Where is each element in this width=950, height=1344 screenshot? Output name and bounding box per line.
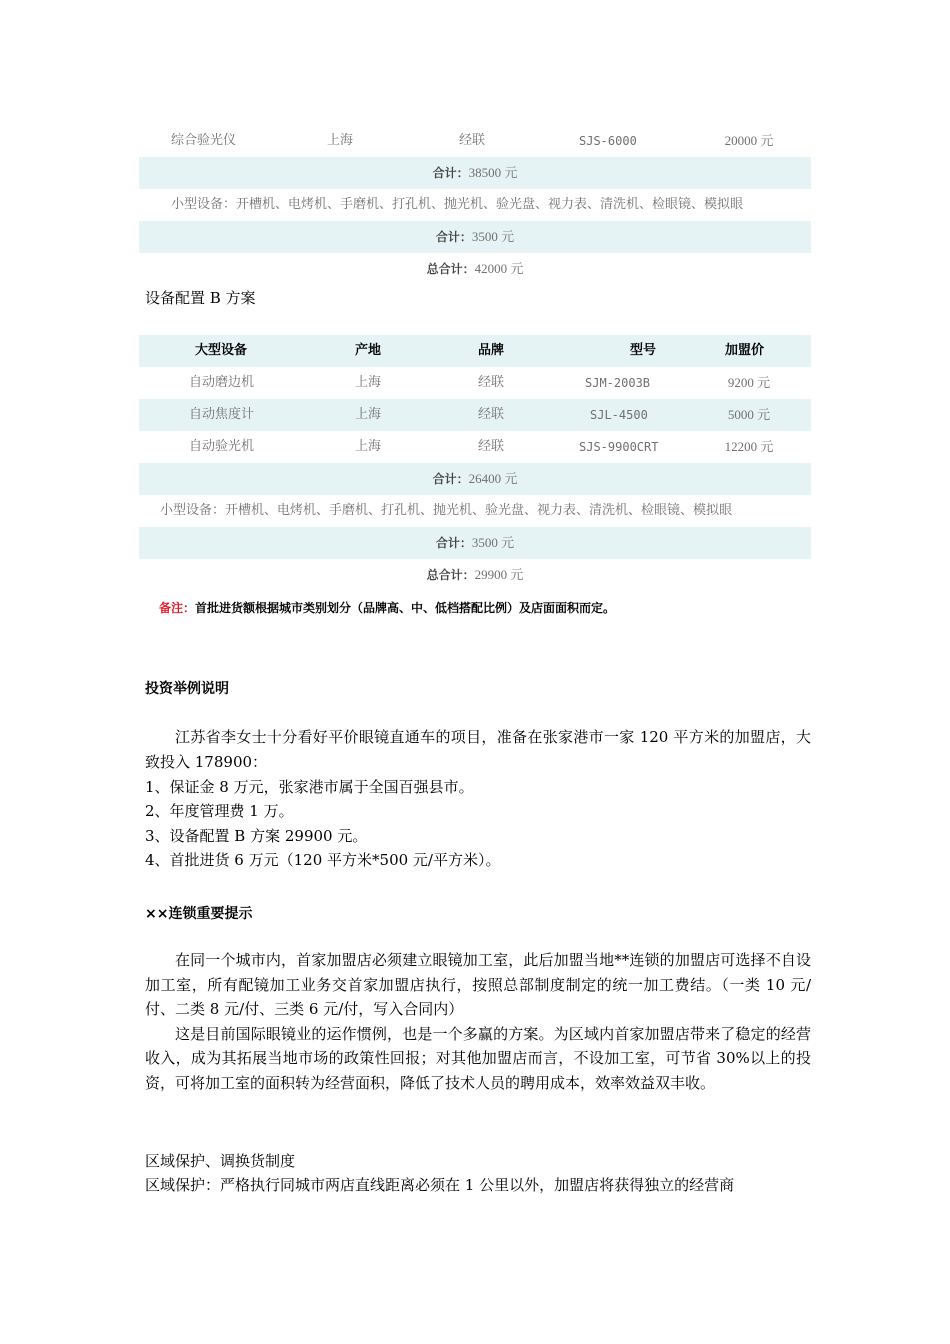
investment-item: 3、设备配置 B 方案 29900 元。 [145,827,368,845]
equipment-name: 自动磨边机 [189,375,255,390]
subtotal-row [139,157,811,189]
tips-paragraph: 在同一个城市内，首家加盟店必须建立眼镜加工室，此后加盟当地**连锁的加盟店可选择不自设加工室，所有配镜加工业务交首家加盟店执行，按照总部制度制定的统一加工费结。（一类 10 元/付、二类 8 元/付、三类 6 元/付，写入合同内） [145,951,811,1018]
small-subtotal-value: 3500 元 [471,535,515,550]
table-row [139,431,811,463]
equipment-model: SJS-6000 [579,134,637,148]
equipment-brand: 经联 [478,439,505,454]
subtotal-label: 合计： [432,472,469,486]
equipment-origin: 上海 [327,133,354,148]
grand-total-value: 42000 元 [474,261,524,276]
header-equipment: 大型设备 [195,343,248,358]
subtotal-value: 26400 元 [468,471,518,486]
equipment-model: SJS-9900CRT [579,440,659,454]
small-subtotal-row [139,527,811,559]
table-row [139,367,811,399]
investment-intro-text: 江苏省李女士十分看好平价眼镜直通车的项目，准备在张家港市一家 120 平方米的加盟店，大致投入 178900： [145,728,811,771]
remark-label: 备注： [159,601,196,615]
small-subtotal-row [139,221,811,253]
equipment-origin: 上海 [355,407,382,422]
subtotal-value: 38500 元 [468,165,518,180]
equipment-brand: 经联 [459,133,486,148]
grand-total-value: 29900 元 [474,567,524,582]
equipment-price: 9200 元 [727,375,771,390]
equipment-brand: 经联 [478,375,505,390]
equipment-price: 5000 元 [727,407,771,422]
investment-item: 2、年度管理费 1 万。 [145,802,294,820]
equipment-name: 自动焦度计 [189,407,255,422]
table-row [139,125,811,157]
small-equipment-list: 小型设备：开槽机、电烤机、手磨机、打孔机、抛光机、验光盘、视力表、清洗机、检眼镜、模拟眼 [171,197,744,212]
subtotal-label: 合计： [432,166,469,180]
table-row [139,399,811,431]
region-text: 区域保护：严格执行同城市两店直线距离必须在 1 公里以外，加盟店将获得独立的经营商 [145,1176,735,1194]
equipment-model: SJM-2003B [585,376,651,390]
tips-paragraph: 这是目前国际眼镜业的运作惯例，也是一个多赢的方案。为区域内首家加盟店带来了稳定的经营收入，成为其拓展当地市场的政策性回报；对其他加盟店而言，不设加工室，可节省 30%以上的投资，可将加工室的面积转为经营面积，降低了技术人员的聘用成本，效率效益双丰收。 [145,1024,811,1092]
remark-note [159,599,615,616]
header-model: 型号 [630,343,657,358]
equipment-name: 综合验光仪 [171,133,237,148]
plan-b-title: 设备配置 B 方案 [145,289,256,307]
investment-item: 4、首批进货 6 万元（120 平方米*500 元/平方米）。 [145,851,501,869]
header-price: 加盟价 [725,343,765,358]
grand-total-row [139,559,811,591]
equipment-price: 12200 元 [724,439,774,454]
equipment-price: 20000 元 [724,133,774,148]
small-subtotal-value: 3500 元 [471,229,515,244]
equipment-brand: 经联 [478,407,505,422]
equipment-table-b [139,335,811,591]
equipment-origin: 上海 [355,439,382,454]
small-equipment-list: 小型设备：开槽机、电烤机、手磨机、打孔机、抛光机、验光盘、视力表、清洗机、检眼镜、模拟眼 [160,503,733,518]
investment-intro [145,725,811,774]
small-subtotal-label: 合计： [435,230,472,244]
region-heading: 区域保护、调换货制度 [145,1152,296,1170]
small-equipment-row [139,189,811,221]
tips-body [145,948,811,1095]
subtotal-row [139,463,811,495]
grand-total-row [139,253,811,285]
small-equipment-row [139,495,811,527]
investment-heading: 投资举例说明 [145,681,229,697]
header-brand: 品牌 [478,343,505,358]
equipment-model: SJL-4500 [590,408,648,422]
investment-item: 1、保证金 8 万元，张家港市属于全国百强县市。 [145,778,474,796]
header-origin: 产地 [355,343,382,358]
grand-total-label: 总合计： [426,262,475,276]
table-header-row [139,335,811,367]
equipment-table-a [139,125,811,285]
equipment-origin: 上海 [355,375,382,390]
small-subtotal-label: 合计： [435,536,472,550]
equipment-name: 自动验光机 [189,439,255,454]
tips-heading: ××连锁重要提示 [145,906,253,922]
grand-total-label: 总合计： [426,568,475,582]
remark-text: 首批进货额根据城市类别划分（品牌高、中、低档搭配比例）及店面面积而定。 [195,601,616,615]
